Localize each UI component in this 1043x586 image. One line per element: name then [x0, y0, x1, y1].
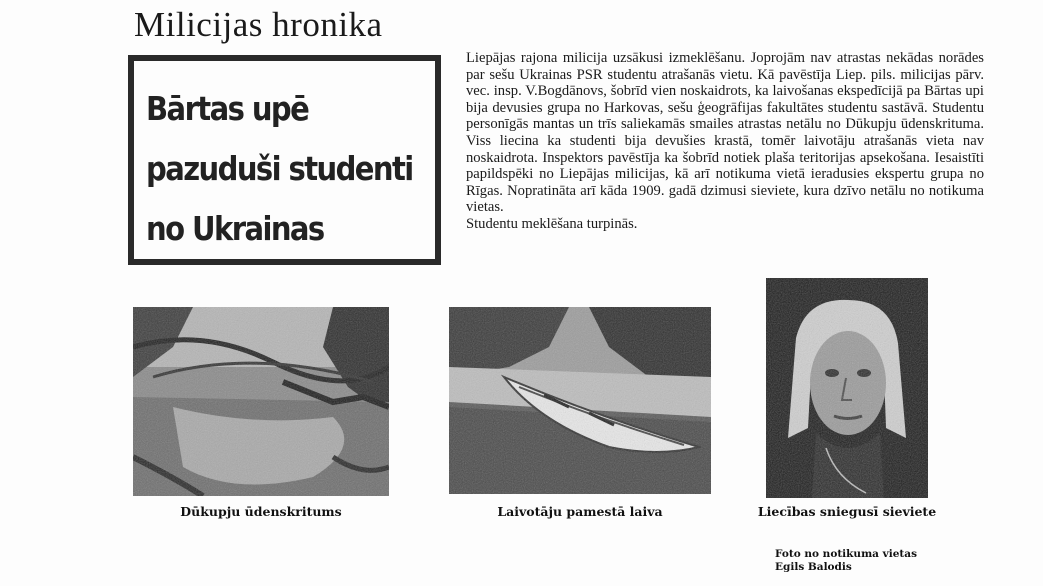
photo-credit: [775, 548, 917, 574]
waterfall-photo: [133, 307, 389, 496]
portrait-photo: [766, 278, 928, 498]
kayak-photo: [449, 307, 711, 494]
waterfall-caption: Dūkupju ūdenskritums: [180, 504, 342, 519]
masthead-title: Milicijas hronika: [134, 5, 383, 44]
photo-credit-line-2: Egils Balodis: [775, 561, 852, 573]
headline-box: [128, 55, 441, 265]
headline-line-2: pazuduši studenti: [146, 149, 413, 188]
headline-line-1: Bārtas upē: [146, 89, 309, 128]
photo-credit-line-1: Foto no notikuma vietas: [775, 548, 917, 560]
kayak-caption: Laivotāju pamestā laiva: [497, 504, 663, 519]
headline-line-3: no Ukrainas: [146, 209, 324, 248]
portrait-caption: Liecības sniegusī sieviete: [757, 504, 937, 519]
article-body: Liepājas rajona milicija uzsākusi izmeklēšanu. Joprojām nav atrastas nekādas norādes par sešu Ukrainas PSR studentu atrašanās vietu. Kā pavēstīja Liep. pils. milicijas pārv. vec. insp. V.Bogdānovs, šobrīd vien noskaidrots, ka laivošanas ekspedīcijā pa Bārtas upi bija devusies grupa no Harkovas, sešu ģeogrāfijas fakultātes studentu sastāvā. Studentu personīgās mantas un trīs saliekamās smailes atrastas netālu no Dūkupju ūdenskrituma. Viss liecina ka studenti bija devušies krastā, tomēr laivotāju atrašanās vieta nav noskaidrota. Inspektors pavēstīja ka šobrīd notiek plaša teritorijas apsekošana. Iesaistīti papildspēki no Liepājas milicijas, kā arī notikuma vietā ieradusies ekspertu grupa no Rīgas. Nopratināta arī kāda 1909. gadā dzimusi sieviete, kura dzīvo netālu no notikuma vietas.: [466, 50, 984, 216]
article-closing: Studentu meklēšana turpinās.: [466, 215, 638, 232]
article-text: [466, 50, 984, 233]
